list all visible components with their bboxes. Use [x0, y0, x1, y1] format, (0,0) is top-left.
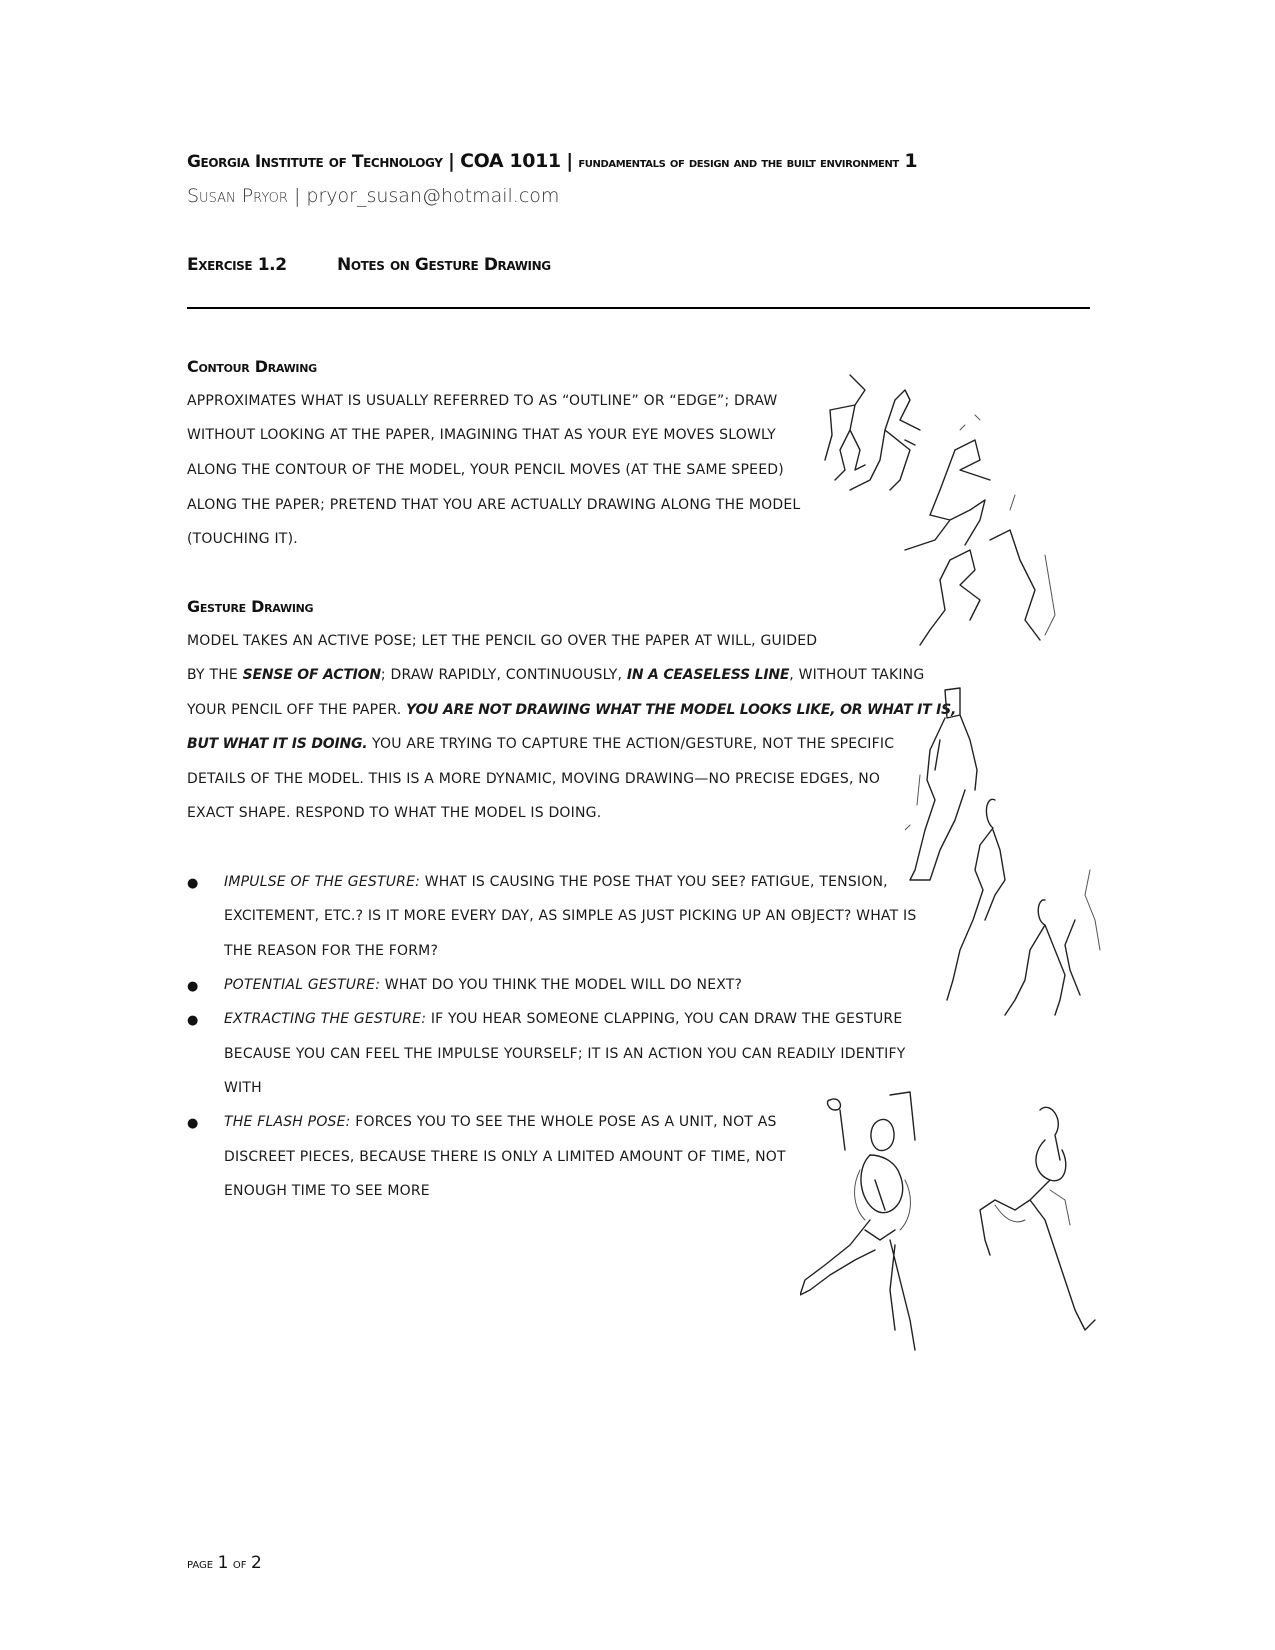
gesture-line: [187, 736, 894, 752]
text: WHAT DO YOU THINK THE MODEL WILL DO NEXT?: [380, 977, 743, 993]
contour-line: WITHOUT LOOKING AT THE PAPER, IMAGINING THAT AS YOUR EYE MOVES SLOWLY: [187, 427, 776, 443]
institution-name: Georgia Institute of Technology: [187, 152, 443, 172]
bullet-flash-pose: [224, 1114, 777, 1130]
author-name: Susan Pryor: [187, 185, 288, 207]
author-email[interactable]: pryor_susan@hotmail.com: [306, 185, 560, 207]
bullet-term: IMPULSE OF THE GESTURE:: [224, 874, 421, 890]
gesture-figure-sketches: [905, 680, 1125, 1020]
course-header: [187, 150, 917, 172]
header-separator: |: [566, 150, 573, 172]
title-divider: [187, 307, 1090, 309]
of-label: of: [232, 1556, 247, 1572]
gesture-line: [187, 667, 924, 683]
author-separator: |: [293, 185, 301, 207]
gesture-line: MODEL TAKES AN ACTIVE POSE; LET THE PENCIL GO OVER THE PAPER AT WILL, GUIDED: [187, 633, 818, 649]
text: YOUR PENCIL OFF THE PAPER.: [187, 702, 407, 718]
text: FORCES YOU TO SEE THE WHOLE POSE AS A UNIT, NOT AS: [350, 1114, 777, 1130]
emphasis-not-drawing: YOU ARE NOT DRAWING WHAT THE MODEL LOOKS LIKE, OR WHAT IT IS,: [406, 702, 957, 718]
bullet-icon: ●: [187, 1013, 199, 1028]
emphasis-sense-of-action: SENSE OF ACTION: [242, 667, 381, 683]
bullet-impulse-cont: EXCITEMENT, ETC.? IS IT MORE EVERY DAY, AS SIMPLE AS JUST PICKING UP AN OBJECT? WHAT IS: [224, 908, 917, 924]
gesture-drawing-heading: Gesture Drawing: [187, 597, 314, 616]
bullet-term: FLASH POSE:: [257, 1114, 351, 1130]
bullet-term: POTENTIAL GESTURE:: [224, 977, 381, 993]
header-separator: |: [448, 150, 455, 172]
bullet-icon: ●: [187, 1116, 199, 1131]
bullet-flash-pose-cont: ENOUGH TIME TO SEE MORE: [224, 1183, 430, 1199]
bullet-icon: ●: [187, 979, 199, 994]
bullet-impulse-cont: THE REASON FOR THE FORM?: [224, 943, 439, 959]
bullet-extracting-cont: BECAUSE YOU CAN FEEL THE IMPULSE YOURSELF; IT IS AN ACTION YOU CAN READILY IDENTIFY: [224, 1046, 906, 1062]
text: IF YOU HEAR SOMEONE CLAPPING, YOU CAN DRAW THE GESTURE: [426, 1011, 903, 1027]
contour-figure-sketches: [810, 370, 1110, 660]
bullet-impulse: [224, 874, 888, 890]
contour-line: ALONG THE CONTOUR OF THE MODEL, YOUR PENCIL MOVES (AT THE SAME SPEED): [187, 462, 784, 478]
gesture-line: EXACT SHAPE. RESPOND TO WHAT THE MODEL IS DOING.: [187, 805, 602, 821]
page-number: [187, 1553, 262, 1573]
text: WHAT IS CAUSING THE POSE THAT YOU SEE? FATIGUE, TENSION,: [420, 874, 888, 890]
bullet-term-prefix: THE: [224, 1114, 258, 1130]
page-label: page: [187, 1556, 214, 1572]
flash-pose-sketches: [800, 1080, 1140, 1360]
exercise-title: Notes on Gesture Drawing: [337, 255, 551, 275]
bullet-extracting-cont: WITH: [224, 1080, 262, 1096]
gesture-line: DETAILS OF THE MODEL. THIS IS A MORE DYNAMIC, MOVING DRAWING—NO PRECISE EDGES, NO: [187, 771, 881, 787]
bullet-icon: ●: [187, 876, 199, 891]
course-number: 1: [904, 150, 918, 172]
gesture-line: [187, 702, 956, 718]
course-title: fundamentals of design and the built environment: [578, 155, 899, 171]
bullet-potential: [224, 977, 742, 993]
text: BY THE: [187, 667, 243, 683]
exercise-label: Exercise 1.2: [187, 255, 287, 275]
bullet-term: EXTRACTING THE GESTURE:: [224, 1011, 427, 1027]
exercise-heading: [187, 255, 551, 275]
contour-line: (TOUCHING IT).: [187, 531, 298, 547]
current-page: 1: [217, 1553, 229, 1573]
emphasis-ceaseless-line: IN A CEASELESS LINE: [626, 667, 790, 683]
course-code: COA 1011: [460, 150, 561, 172]
contour-drawing-heading: Contour Drawing: [187, 357, 317, 376]
emphasis-what-it-is-doing: BUT WHAT IT IS DOING.: [187, 736, 368, 752]
contour-line: ALONG THE PAPER; PRETEND THAT YOU ARE ACTUALLY DRAWING ALONG THE MODEL: [187, 497, 801, 513]
text: , WITHOUT TAKING: [789, 667, 925, 683]
bullet-flash-pose-cont: DISCREET PIECES, BECAUSE THERE IS ONLY A LIMITED AMOUNT OF TIME, NOT: [224, 1149, 786, 1165]
contour-line: APPROXIMATES WHAT IS USUALLY REFERRED TO AS “OUTLINE” OR “EDGE”; DRAW: [187, 393, 778, 409]
total-pages: 2: [250, 1553, 262, 1573]
text: ; DRAW RAPIDLY, CONTINUOUSLY,: [380, 667, 627, 683]
author-line: [187, 185, 559, 207]
text: YOU ARE TRYING TO CAPTURE THE ACTION/GESTURE, NOT THE SPECIFIC: [367, 736, 895, 752]
bullet-extracting: [224, 1011, 902, 1027]
